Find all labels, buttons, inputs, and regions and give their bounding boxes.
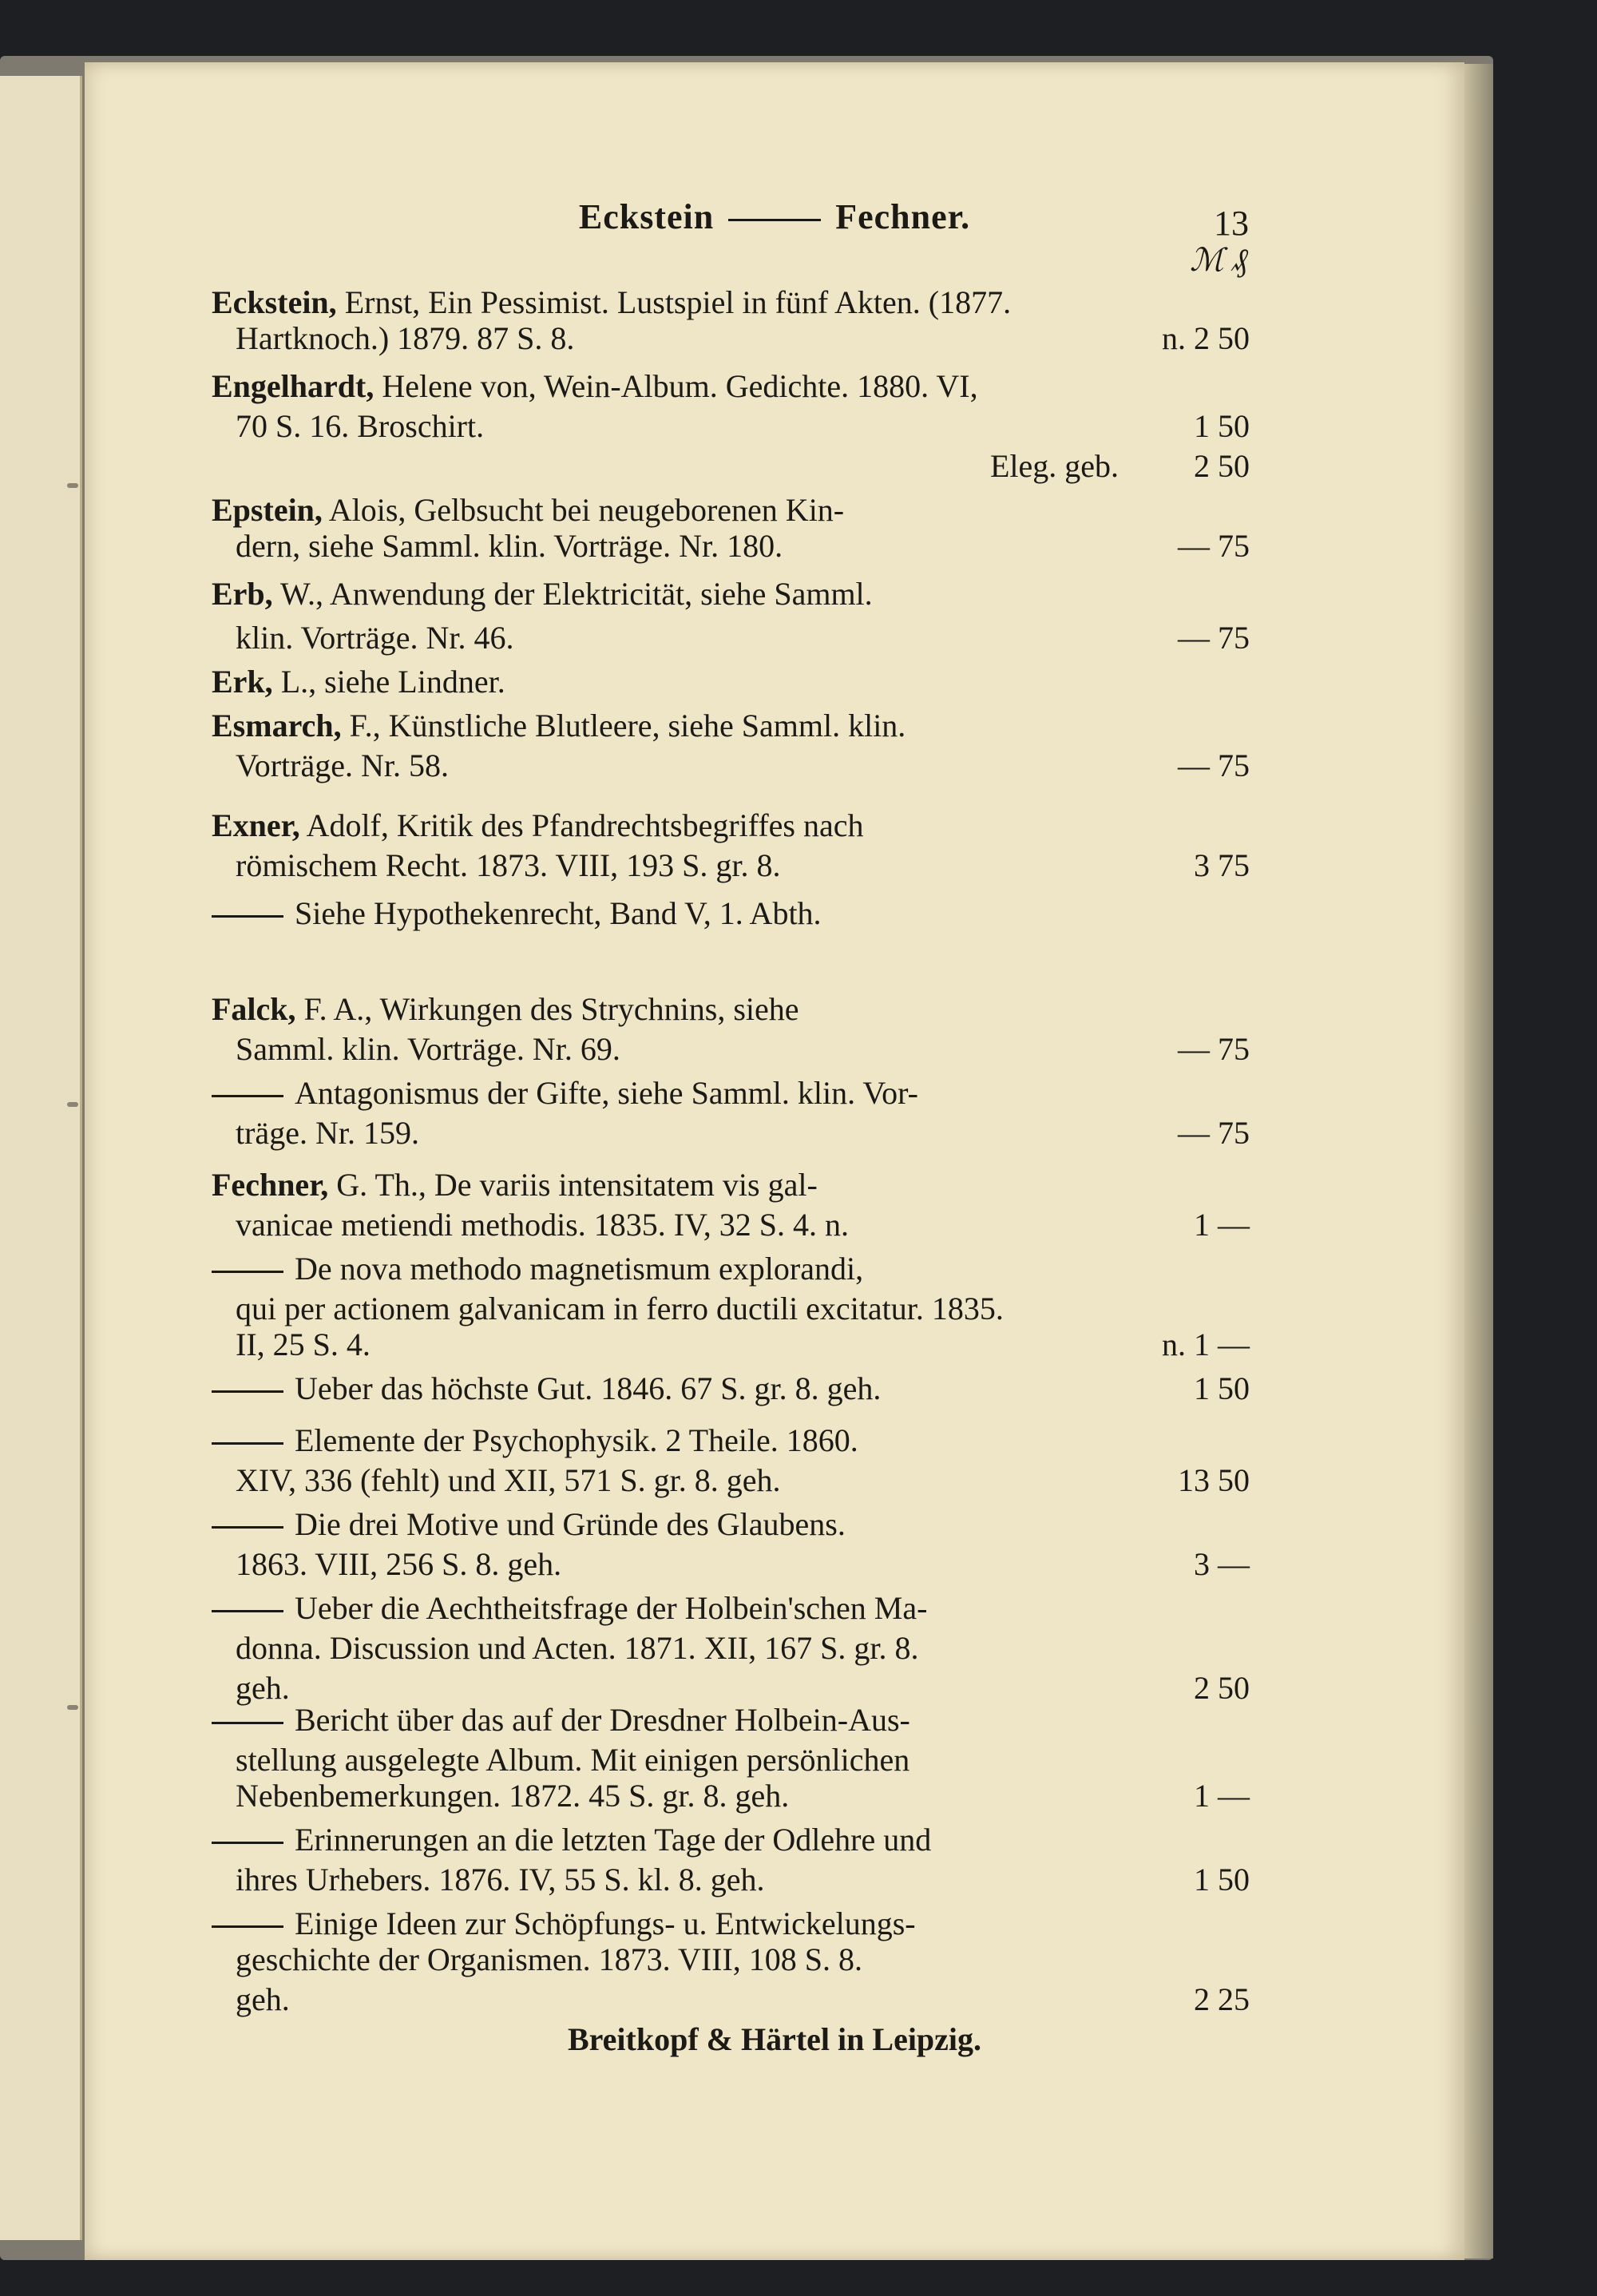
ditto-dash xyxy=(212,1390,283,1393)
entry-price: — 75 xyxy=(1178,1031,1250,1067)
entry-text: 1863. VIII, 256 S. 8. geh. xyxy=(236,1546,562,1582)
header-left: Eckstein xyxy=(578,197,715,236)
entry-text: geh. xyxy=(236,1981,290,2017)
entry-text: Antagonismus der Gifte, siehe Samml. klin. Vor- xyxy=(295,1075,918,1111)
entry-text: W., Anwendung der Elektricität, siehe Samml. xyxy=(272,576,873,612)
entry-price: — 75 xyxy=(1178,747,1250,783)
entry-line xyxy=(212,1250,863,1288)
entry-line xyxy=(236,1981,290,2019)
page-number: 13 xyxy=(1214,204,1249,243)
entry-price: — 75 xyxy=(1178,620,1250,656)
entry-text: Einige Ideen zur Schöpfungs- u. Entwickelungs- xyxy=(295,1905,916,1941)
entry-price: 1 — xyxy=(1194,1207,1250,1243)
entry-text: donna. Discussion und Acten. 1871. XII, 167 S. gr. 8. xyxy=(236,1630,919,1666)
entry-line xyxy=(236,1290,1004,1328)
entry-price: 3 75 xyxy=(1194,847,1250,883)
entry-text: Die drei Motive und Gründe des Glaubens. xyxy=(295,1506,846,1542)
entry-line xyxy=(236,1861,765,1899)
entry-line xyxy=(212,707,905,745)
entry-text: Ueber die Aechtheitsfrage der Holbein'schen Ma- xyxy=(295,1590,928,1626)
entry-line xyxy=(212,575,873,613)
author-name: Falck, xyxy=(212,991,296,1027)
entry-text: Adolf, Kritik des Pfandrechtsbegriffes nach xyxy=(299,807,864,843)
entry-price: 1 50 xyxy=(1194,408,1250,444)
entry-line xyxy=(236,1114,419,1152)
entry-line xyxy=(212,1074,918,1112)
entry-line xyxy=(212,367,978,406)
entry-text: römischem Recht. 1873. VIII, 193 S. gr. 8. xyxy=(236,847,781,883)
entry-text: Elemente der Psychophysik. 2 Theile. 1860. xyxy=(295,1422,858,1458)
entry-line xyxy=(236,1326,371,1364)
entry-line xyxy=(212,894,822,933)
ditto-dash xyxy=(212,1271,283,1273)
entry-line xyxy=(212,807,864,845)
entry-text: Hartknoch.) 1879. 87 S. 8. xyxy=(236,320,575,356)
entry-line xyxy=(236,1206,849,1244)
entry-text: G. Th., De variis intensitatem vis gal- xyxy=(328,1167,818,1203)
entry-text: träge. Nr. 159. xyxy=(236,1115,419,1151)
entry-line xyxy=(212,1821,931,1859)
entry-line xyxy=(212,663,505,701)
entry-line xyxy=(212,1589,927,1628)
entry-text: dern, siehe Samml. klin. Vorträge. Nr. 180. xyxy=(236,528,783,564)
author-name: Erb, xyxy=(212,576,273,612)
entry-price: — 75 xyxy=(1178,528,1250,564)
ditto-dash xyxy=(212,1842,283,1844)
ditto-dash xyxy=(212,1610,283,1612)
entry-text: XIV, 336 (fehlt) und XII, 571 S. gr. 8. geh. xyxy=(236,1462,781,1498)
entry-line xyxy=(212,1166,818,1204)
entry-text: stellung ausgelegte Album. Mit einigen persönlichen xyxy=(236,1742,910,1778)
entry-line xyxy=(990,447,1119,486)
entry-line xyxy=(212,1505,846,1544)
author-name: Erk, xyxy=(212,664,273,700)
entry-text: Alois, Gelbsucht bei neugeborenen Kin- xyxy=(322,492,845,528)
entry-price: 2 50 xyxy=(1194,448,1250,484)
entry-price: 2 50 xyxy=(1194,1670,1250,1706)
entry-text: Ueber das höchste Gut. 1846. 67 S. gr. 8. geh. xyxy=(295,1370,882,1406)
entry-line xyxy=(212,1701,910,1739)
entry-text: vanicae metiendi methodis. 1835. IV, 32 S. 4. n. xyxy=(236,1207,850,1243)
entry-line xyxy=(236,1030,620,1069)
entry-line xyxy=(236,747,449,785)
entry-line xyxy=(236,1741,909,1779)
entry-line xyxy=(212,1905,916,1943)
author-name: Exner, xyxy=(212,807,300,843)
entry-line xyxy=(212,284,1011,322)
entry-line xyxy=(236,1461,781,1500)
entry-text: Erinnerungen an die letzten Tage der Odlehre und xyxy=(295,1822,932,1858)
entry-text: ihres Urhebers. 1876. IV, 55 S. kl. 8. geh. xyxy=(236,1862,765,1897)
entry-text: F., Künstliche Blutleere, siehe Samml. klin. xyxy=(341,708,906,744)
entry-text: Samml. klin. Vorträge. Nr. 69. xyxy=(236,1031,620,1067)
ditto-dash xyxy=(212,1095,283,1097)
entry-line xyxy=(236,847,781,885)
author-name: Eckstein, xyxy=(212,284,337,320)
entry-line xyxy=(236,1545,561,1584)
entry-line xyxy=(212,990,799,1029)
entry-text: klin. Vorträge. Nr. 46. xyxy=(236,620,514,656)
entry-text: L., siehe Lindner. xyxy=(272,664,505,700)
entry-line xyxy=(212,1422,858,1460)
entry-text: Siehe Hypothekenrecht, Band V, 1. Abth. xyxy=(295,895,822,931)
entry-text: De nova methodo magnetismum explorandi, xyxy=(295,1251,864,1287)
entry-price: 1 — xyxy=(1194,1778,1250,1814)
publisher-footer: Breitkopf & Härtel in Leipzig. xyxy=(567,2021,982,2057)
entry-line xyxy=(236,1629,919,1667)
entry-line xyxy=(236,319,574,358)
entry-line xyxy=(212,1370,881,1408)
entry-text: geschichte der Organismen. 1873. VIII, 108 S. 8. xyxy=(236,1941,863,1977)
entry-text: Vorträge. Nr. 58. xyxy=(236,747,449,783)
author-name: Epstein, xyxy=(212,492,323,528)
entry-price: 1 50 xyxy=(1194,1862,1250,1897)
header-right: Fechner. xyxy=(835,197,971,236)
author-name: Esmarch, xyxy=(212,708,342,744)
entry-line xyxy=(236,619,514,657)
entry-text: geh. xyxy=(236,1670,290,1706)
ditto-dash xyxy=(212,1722,283,1724)
ditto-dash xyxy=(212,1925,283,1928)
ditto-dash xyxy=(212,1526,283,1529)
entry-text: qui per actionem galvanicam in ferro ductili excitatur. 1835. xyxy=(236,1291,1004,1326)
entry-price: 2 25 xyxy=(1194,1981,1250,2017)
entry-text: Ernst, Ein Pessimist. Lustspiel in fünf Akten. (1877. xyxy=(336,284,1012,320)
entry-line xyxy=(236,1777,789,1815)
entry-text: 70 S. 16. Broschirt. xyxy=(236,408,485,444)
entry-line xyxy=(236,407,484,446)
entry-price: 1 50 xyxy=(1194,1370,1250,1406)
entry-price: n. 1 — xyxy=(1162,1326,1250,1362)
entry-line xyxy=(236,527,783,565)
author-name: Engelhardt, xyxy=(212,368,374,404)
entry-price: n. 2 50 xyxy=(1162,320,1250,356)
entry-price: 13 50 xyxy=(1178,1462,1250,1498)
entry-text: II, 25 S. 4. xyxy=(236,1326,371,1362)
entry-text: Helene von, Wein-Album. Gedichte. 1880. VI, xyxy=(374,368,978,404)
entry-price: — 75 xyxy=(1178,1115,1250,1151)
entry-text: F. A., Wirkungen des Strychnins, siehe xyxy=(295,991,799,1027)
entry-line xyxy=(236,1941,862,1979)
ditto-dash xyxy=(212,915,283,918)
author-name: Fechner, xyxy=(212,1167,329,1203)
entry-line xyxy=(212,491,844,529)
entry-text: Bericht über das auf der Dresdner Holbein-Aus- xyxy=(295,1702,910,1738)
currency-header: ℳ ₰ xyxy=(1190,242,1248,278)
entry-text: Nebenbemerkungen. 1872. 45 S. gr. 8. geh. xyxy=(236,1778,790,1814)
entry-text: Eleg. geb. xyxy=(990,448,1119,484)
entry-price: 3 — xyxy=(1194,1546,1250,1582)
ditto-dash xyxy=(212,1442,283,1445)
